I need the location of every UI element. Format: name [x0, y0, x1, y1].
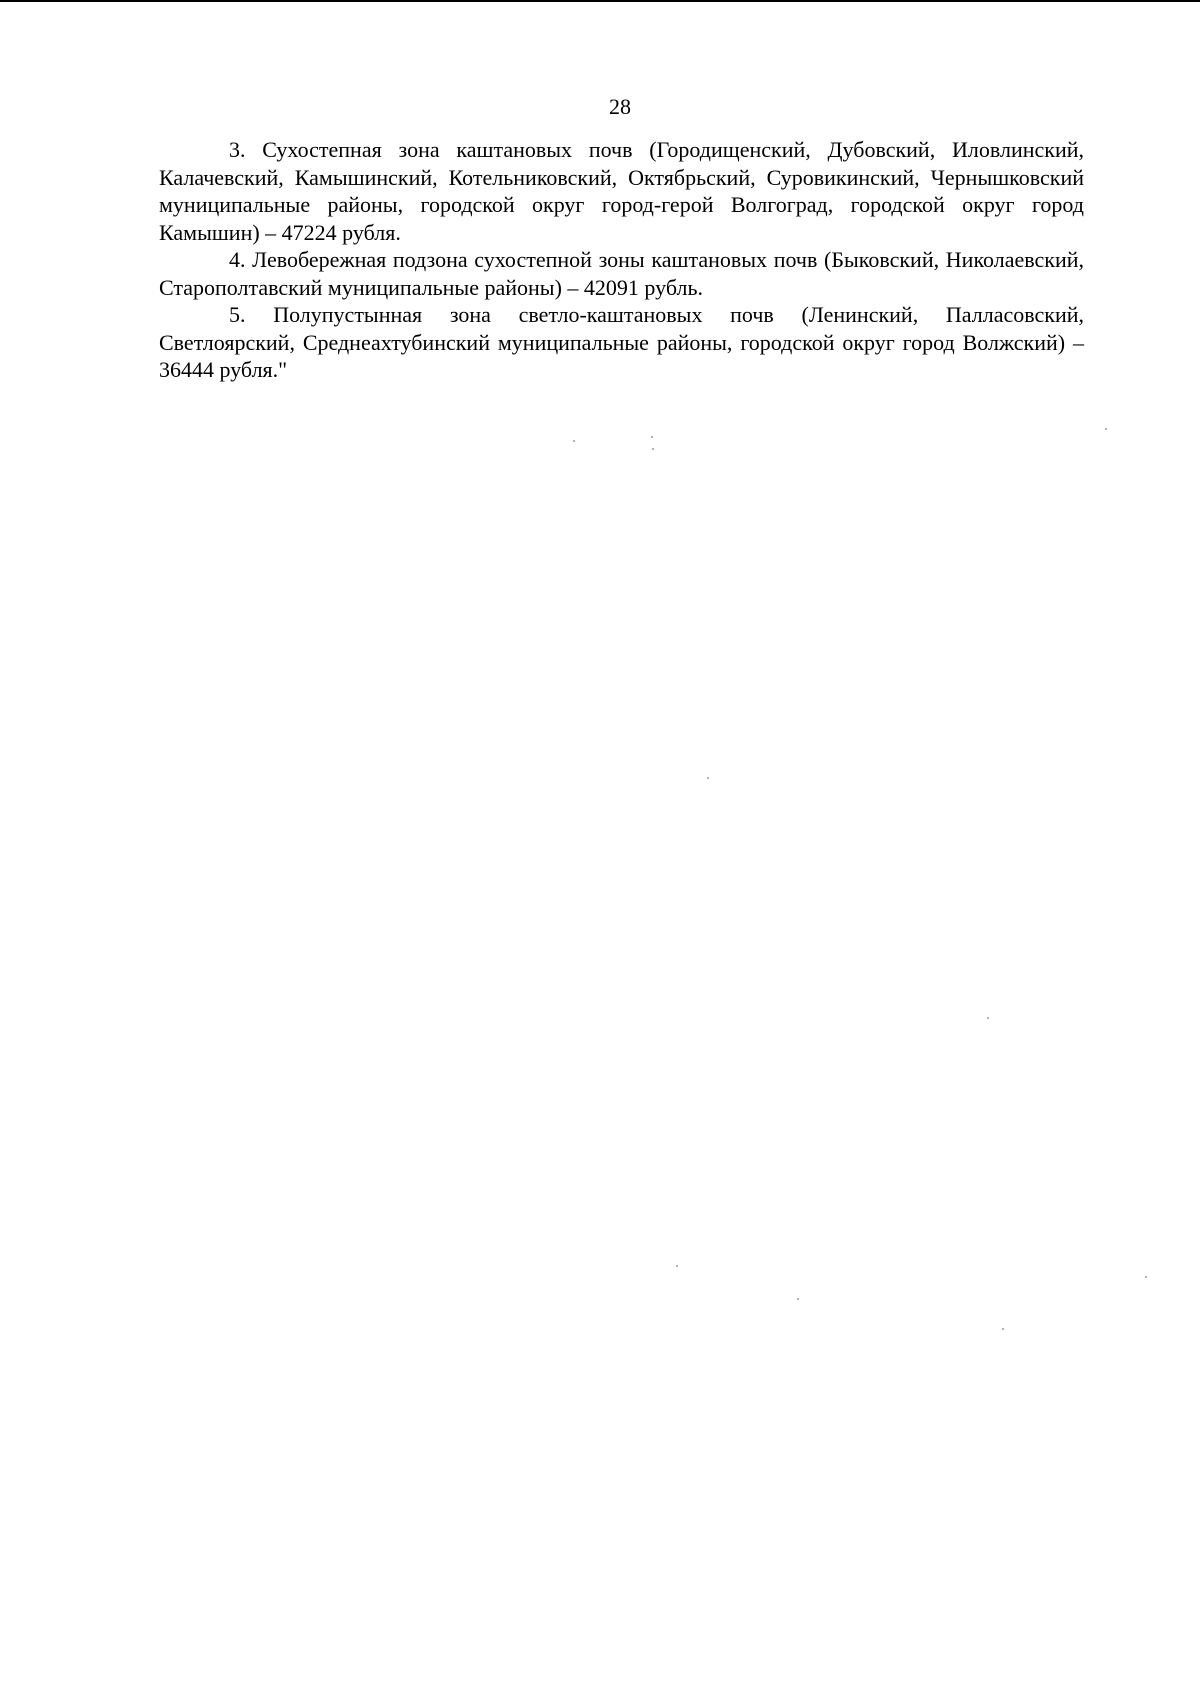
paragraph-zone-3: 3. Сухостепная зона каштановых почв (Городищенский, Дубовский, Иловлинский, Калачевский, Камышинский, Котельниковский, Октябрьский, Суровикинский, Чернышковский муниципальные районы, городской округ город-герой Волгоград, городской округ город Камышин) – 47224 рубля.	[159, 137, 1084, 245]
scan-speck	[797, 1298, 799, 1300]
scan-speck	[707, 777, 709, 779]
scan-speck	[987, 1017, 989, 1019]
scan-speck	[1145, 1276, 1147, 1278]
page-number: 28	[609, 94, 631, 119]
paragraph-zone-4: 4. Левобережная подзона сухостепной зоны каштановых почв (Быковский, Николаевский, Старополтавский муниципальные районы) – 42091 рубль.	[159, 247, 1084, 300]
scan-speck	[1105, 428, 1107, 430]
scan-speck	[676, 1265, 678, 1267]
paragraph-zone-5: 5. Полупустынная зона светло-каштановых почв (Ленинский, Палласовский, Светлоярский, Среднеахтубинский муниципальные районы, городской округ город Волжский) – 36444 рубля."	[159, 302, 1084, 382]
scan-speck	[1002, 1328, 1004, 1330]
document-body	[159, 136, 1084, 384]
scan-speck	[651, 436, 653, 438]
scan-speck	[573, 440, 575, 442]
scan-speck	[652, 448, 654, 450]
scan-top-border	[0, 0, 1200, 2]
